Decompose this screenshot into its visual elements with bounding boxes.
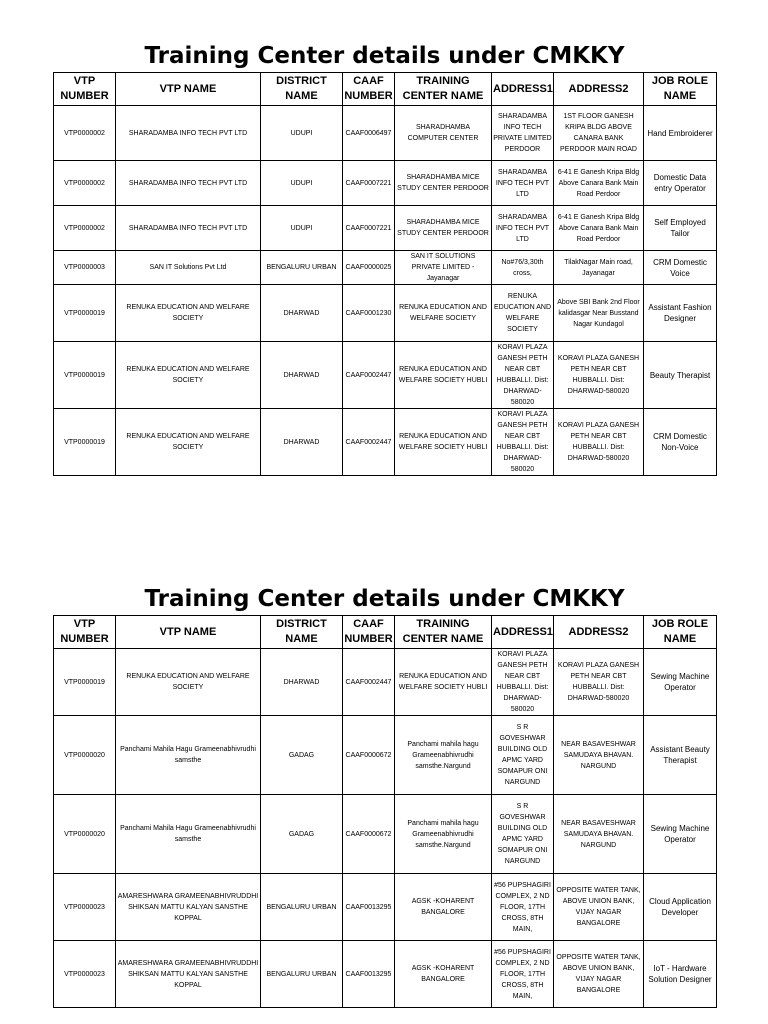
table-section-1 <box>53 42 716 476</box>
cell-caaf-number: CAAF0000672 <box>343 716 395 795</box>
cell-vtp-name: Panchami Mahila Hagu Grameenabhivrudhi samsthe <box>116 716 261 795</box>
column-header-training-center-name: TRAINING CENTER NAME <box>395 616 492 649</box>
column-header-district-name: DISTRICT NAME <box>261 73 343 106</box>
cell-address2: KORAVI PLAZA GANESH PETH NEAR CBT HUBBALLI. Dist: DHARWAD-580020 <box>554 409 644 476</box>
column-header-vtp-number: VTP NUMBER <box>54 616 116 649</box>
column-header-address2: ADDRESS2 <box>554 616 644 649</box>
column-header-training-center-name: TRAINING CENTER NAME <box>395 73 492 106</box>
cell-job-role-name: IoT - Hardware Solution Designer <box>644 941 717 1008</box>
training-center-table <box>53 615 717 1008</box>
cell-training-center-name: AGSK -KOHARENT BANGALORE <box>395 941 492 1008</box>
cell-vtp-name: RENUKA EDUCATION AND WELFARE SOCIETY <box>116 285 261 342</box>
cell-caaf-number: CAAF0013295 <box>343 941 395 1008</box>
cell-vtp-name: RENUKA EDUCATION AND WELFARE SOCIETY <box>116 342 261 409</box>
cell-training-center-name: RENUKA EDUCATION AND WELFARE SOCIETY HUBLI <box>395 409 492 476</box>
cell-address1: SHARADAMBA INFO TECH PVT LTD <box>492 206 554 251</box>
cell-district-name: GADAG <box>261 795 343 874</box>
cell-caaf-number: CAAF0007221 <box>343 161 395 206</box>
cell-vtp-number: VTP0000019 <box>54 285 116 342</box>
table-row <box>54 941 717 1008</box>
cell-address1: #56 PUPSHAGIRI COMPLEX, 2 ND FLOOR, 17TH CROSS, 8TH MAIN, <box>492 941 554 1008</box>
table-row <box>54 342 717 409</box>
cell-caaf-number: CAAF0002447 <box>343 342 395 409</box>
table-row <box>54 251 717 285</box>
cell-job-role-name: CRM Domestic Non-Voice <box>644 409 717 476</box>
cell-address2: 6-41 E Ganesh Kripa Bldg Above Canara Bank Main Road Perdoor <box>554 161 644 206</box>
cell-training-center-name: RENUKA EDUCATION AND WELFARE SOCIETY HUBLI <box>395 649 492 716</box>
cell-district-name: GADAG <box>261 716 343 795</box>
cell-training-center-name: SHARADHAMBA COMPUTER CENTER <box>395 106 492 161</box>
table-row <box>54 409 717 476</box>
cell-address2: KORAVI PLAZA GANESH PETH NEAR CBT HUBBALLI. Dist: DHARWAD-580020 <box>554 649 644 716</box>
cell-address2: NEAR BASAVESHWAR SAMUDAYA BHAVAN. NARGUND <box>554 716 644 795</box>
table-header-row <box>54 616 717 649</box>
cell-job-role-name: Sewing Machine Operator <box>644 649 717 716</box>
table-row <box>54 206 717 251</box>
column-header-address2: ADDRESS2 <box>554 73 644 106</box>
cell-vtp-name: AMARESHWARA GRAMEENABHIVRUDDHI SHIKSAN MATTU KALYAN SANSTHE KOPPAL <box>116 941 261 1008</box>
cell-caaf-number: CAAF0000025 <box>343 251 395 285</box>
cell-vtp-name: SHARADAMBA INFO TECH PVT LTD <box>116 206 261 251</box>
cell-caaf-number: CAAF0007221 <box>343 206 395 251</box>
column-header-caaf-number: CAAF NUMBER <box>343 616 395 649</box>
cell-address1: KORAVI PLAZA GANESH PETH NEAR CBT HUBBALLI. Dist: DHARWAD-580020 <box>492 342 554 409</box>
cell-job-role-name: Assistant Beauty Therapist <box>644 716 717 795</box>
cell-caaf-number: CAAF0002447 <box>343 649 395 716</box>
cell-caaf-number: CAAF0002447 <box>343 409 395 476</box>
table-row <box>54 285 717 342</box>
column-header-caaf-number: CAAF NUMBER <box>343 73 395 106</box>
cell-training-center-name: SHARADHAMBA MICE STUDY CENTER PERDOOR <box>395 161 492 206</box>
cell-vtp-name: AMARESHWARA GRAMEENABHIVRUDDHI SHIKSAN MATTU KALYAN SANSTHE KOPPAL <box>116 874 261 941</box>
cell-training-center-name: SAN IT SOLUTIONS PRIVATE LIMITED - Jayanagar <box>395 251 492 285</box>
cell-address1: SHARADAMBA INFO TECH PRIVATE LIMITED PERDOOR <box>492 106 554 161</box>
table-row <box>54 716 717 795</box>
cell-address1: RENUKA EDUCATION AND WELFARE SOCIETY <box>492 285 554 342</box>
cell-district-name: UDUPI <box>261 161 343 206</box>
cell-training-center-name: SHARADHAMBA MICE STUDY CENTER PERDOOR <box>395 206 492 251</box>
cell-district-name: UDUPI <box>261 206 343 251</box>
cell-address1: SHARADAMBA INFO TECH PVT LTD <box>492 161 554 206</box>
cell-caaf-number: CAAF0000672 <box>343 795 395 874</box>
cell-vtp-number: VTP0000020 <box>54 716 116 795</box>
cell-vtp-name: RENUKA EDUCATION AND WELFARE SOCIETY <box>116 409 261 476</box>
page-title: Training Center details under CMKKY <box>144 43 625 69</box>
cell-vtp-name: RENUKA EDUCATION AND WELFARE SOCIETY <box>116 649 261 716</box>
table-section-2 <box>53 585 716 1008</box>
table-row <box>54 795 717 874</box>
cell-vtp-number: VTP0000002 <box>54 206 116 251</box>
cell-job-role-name: Hand Embroiderer <box>644 106 717 161</box>
cell-vtp-number: VTP0000002 <box>54 106 116 161</box>
cell-training-center-name: RENUKA EDUCATION AND WELFARE SOCIETY HUBLI <box>395 342 492 409</box>
column-header-vtp-name: VTP NAME <box>116 73 261 106</box>
cell-job-role-name: Cloud Application Developer <box>644 874 717 941</box>
cell-vtp-number: VTP0000003 <box>54 251 116 285</box>
cell-vtp-number: VTP0000023 <box>54 941 116 1008</box>
cell-job-role-name: Sewing Machine Operator <box>644 795 717 874</box>
cell-address2: 6-41 E Ganesh Kripa Bldg Above Canara Bank Main Road Perdoor <box>554 206 644 251</box>
table-row <box>54 161 717 206</box>
cell-job-role-name: Self Employed Tailor <box>644 206 717 251</box>
cell-district-name: DHARWAD <box>261 409 343 476</box>
cell-address2: OPPOSITE WATER TANK, ABOVE UNION BANK, VIJAY NAGAR BANGALORE <box>554 941 644 1008</box>
cell-address2: OPPOSITE WATER TANK, ABOVE UNION BANK, VIJAY NAGAR BANGALORE <box>554 874 644 941</box>
cell-address1: S R GOVESHWAR BUILDING OLD APMC YARD SOMAPUR ONI NARGUND <box>492 716 554 795</box>
cell-vtp-name: SHARADAMBA INFO TECH PVT LTD <box>116 161 261 206</box>
table-row <box>54 649 717 716</box>
cell-address2: KORAVI PLAZA GANESH PETH NEAR CBT HUBBALLI. Dist: DHARWAD-580020 <box>554 342 644 409</box>
cell-training-center-name: RENUKA EDUCATION AND WELFARE SOCIETY <box>395 285 492 342</box>
cell-district-name: DHARWAD <box>261 649 343 716</box>
cell-training-center-name: Panchami mahila hagu Grameenabhivrudhi samsthe.Nargund <box>395 716 492 795</box>
cell-address2: NEAR BASAVESHWAR SAMUDAYA BHAVAN. NARGUND <box>554 795 644 874</box>
cell-vtp-name: SAN IT Solutions Pvt Ltd <box>116 251 261 285</box>
cell-caaf-number: CAAF0001230 <box>343 285 395 342</box>
cell-training-center-name: Panchami mahila hagu Grameenabhivrudhi samsthe.Nargund <box>395 795 492 874</box>
cell-vtp-number: VTP0000019 <box>54 342 116 409</box>
cell-address1: S R GOVESHWAR BUILDING OLD APMC YARD SOMAPUR ONI NARGUND <box>492 795 554 874</box>
cell-vtp-number: VTP0000023 <box>54 874 116 941</box>
cell-job-role-name: Domestic Data entry Operator <box>644 161 717 206</box>
table-header-row <box>54 73 717 106</box>
column-header-job-role-name: JOB ROLE NAME <box>644 73 717 106</box>
cell-caaf-number: CAAF0006497 <box>343 106 395 161</box>
cell-job-role-name: CRM Domestic Voice <box>644 251 717 285</box>
column-header-district-name: DISTRICT NAME <box>261 616 343 649</box>
cell-district-name: BENGALURU URBAN <box>261 874 343 941</box>
cell-address1: KORAVI PLAZA GANESH PETH NEAR CBT HUBBALLI. Dist: DHARWAD-580020 <box>492 649 554 716</box>
cell-address1: No#76/3,30th cross, <box>492 251 554 285</box>
cell-district-name: DHARWAD <box>261 285 343 342</box>
cell-vtp-number: VTP0000002 <box>54 161 116 206</box>
cell-vtp-name: Panchami Mahila Hagu Grameenabhivrudhi samsthe <box>116 795 261 874</box>
column-header-address1: ADDRESS1 <box>492 73 554 106</box>
table-row <box>54 874 717 941</box>
column-header-address1: ADDRESS1 <box>492 616 554 649</box>
cell-vtp-number: VTP0000020 <box>54 795 116 874</box>
cell-vtp-number: VTP0000019 <box>54 409 116 476</box>
column-header-job-role-name: JOB ROLE NAME <box>644 616 717 649</box>
column-header-vtp-number: VTP NUMBER <box>54 73 116 106</box>
cell-address1: KORAVI PLAZA GANESH PETH NEAR CBT HUBBALLI. Dist: DHARWAD-580020 <box>492 409 554 476</box>
column-header-vtp-name: VTP NAME <box>116 616 261 649</box>
cell-caaf-number: CAAF0013295 <box>343 874 395 941</box>
cell-address1: #56 PUPSHAGIRI COMPLEX, 2 ND FLOOR, 17TH CROSS, 8TH MAIN, <box>492 874 554 941</box>
cell-address2: TilakNagar Main road, Jayanagar <box>554 251 644 285</box>
cell-address2: Above SBI Bank 2nd Floor kalidasgar Near Busstand Nagar Kundagol <box>554 285 644 342</box>
cell-district-name: DHARWAD <box>261 342 343 409</box>
training-center-table <box>53 72 717 476</box>
cell-job-role-name: Assistant Fashion Designer <box>644 285 717 342</box>
cell-district-name: BENGALURU URBAN <box>261 941 343 1008</box>
cell-training-center-name: AGSK -KOHARENT BANGALORE <box>395 874 492 941</box>
cell-job-role-name: Beauty Therapist <box>644 342 717 409</box>
cell-district-name: UDUPI <box>261 106 343 161</box>
cell-district-name: BENGALURU URBAN <box>261 251 343 285</box>
cell-vtp-name: SHARADAMBA INFO TECH PVT LTD <box>116 106 261 161</box>
page-title: Training Center details under CMKKY <box>144 586 625 612</box>
table-row <box>54 106 717 161</box>
cell-vtp-number: VTP0000019 <box>54 649 116 716</box>
cell-address2: 1ST FLOOR GANESH KRIPA BLDG ABOVE CANARA BANK PERDOOR MAIN ROAD <box>554 106 644 161</box>
